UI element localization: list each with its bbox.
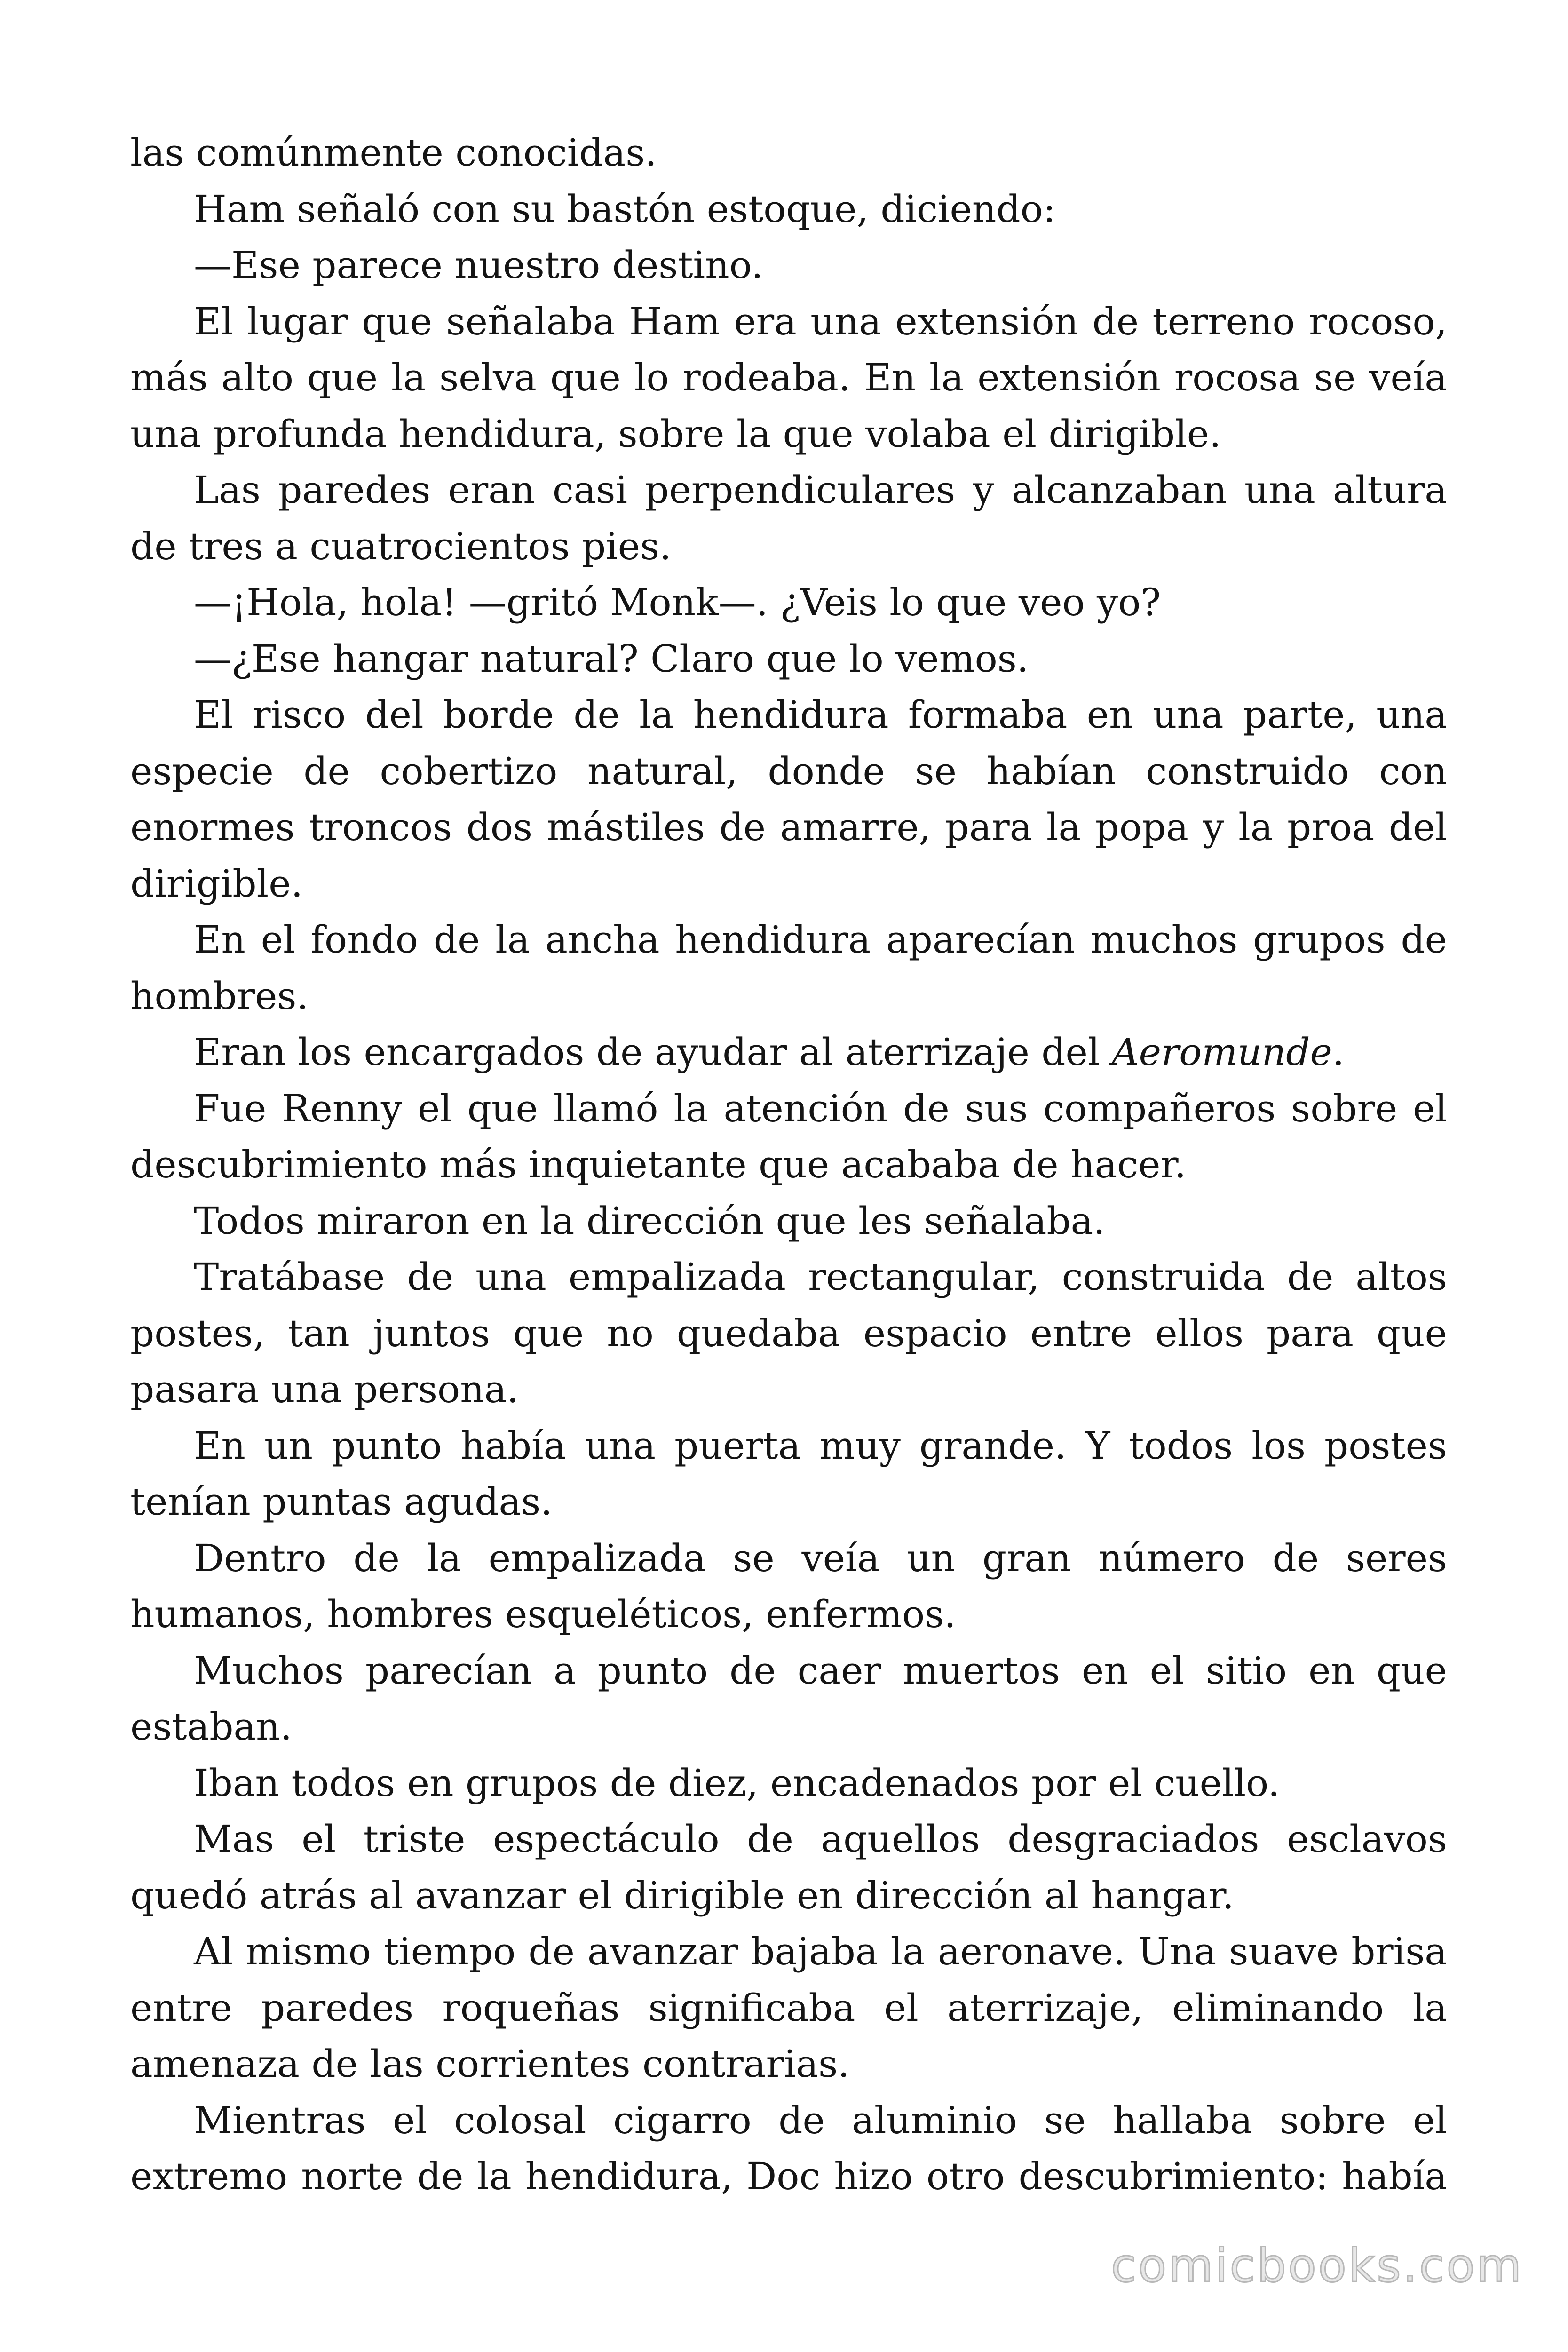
paragraph: las comúnmente conocidas. <box>130 131 657 175</box>
paragraph: El lugar que señalaba Ham era una extensión de terreno rocoso, más alto que la selva que lo rodeaba. En la extensión rocosa se veía una profunda hendidura, sobre la que volaba el dirigible. <box>130 299 1447 456</box>
paragraph: Tratábase de una empalizada rectangular, construida de altos postes, tan juntos que no quedaba espacio entre ellos para que pasara una persona. <box>130 1255 1447 1411</box>
paragraph: Las paredes eran casi perpendiculares y alcanzaban una altura de tres a cuatrocientos pies. <box>130 468 1447 568</box>
paragraph: Muchos parecían a punto de caer muertos en el sitio en que estaban. <box>130 1648 1447 1748</box>
paragraph: Iban todos en grupos de diez, encadenados por el cuello. <box>194 1761 1280 1805</box>
paragraph: —¿Ese hangar natural? Claro que lo vemos. <box>194 636 1029 681</box>
paragraph: Al mismo tiempo de avanzar bajaba la aeronave. Una suave brisa entre paredes roqueñas significaba el aterrizaje, eliminando la amenaza de las corrientes contrarias. <box>130 1930 1447 2086</box>
paragraph-text: Eran los encargados de ayudar al aterrizaje del <box>194 1030 1112 1074</box>
paragraph: Ham señaló con su bastón estoque, diciendo: <box>194 187 1056 231</box>
paragraph: —Ese parece nuestro destino. <box>194 243 763 287</box>
paragraph-text: . <box>1332 1030 1345 1074</box>
paragraph: Todos miraron en la dirección que les señalaba. <box>194 1199 1105 1243</box>
paragraph: Mas el triste espectáculo de aquellos desgraciados esclavos quedó atrás al avanzar el dirigible en dirección al hangar. <box>130 1817 1447 1917</box>
paragraph: En el fondo de la ancha hendidura aparecían muchos grupos de hombres. <box>130 918 1447 1018</box>
paragraph: —¡Hola, hola! —gritó Monk—. ¿Veis lo que veo yo? <box>194 580 1161 624</box>
paragraph: Mientras el colosal cigarro de aluminio se hallaba sobre el extremo norte de la hendidura, Doc hizo otro descubrimiento: había <box>130 2098 1447 2198</box>
paragraph: Dentro de la empalizada se veía un gran número de seres humanos, hombres esqueléticos, enfermos. <box>130 1536 1447 1636</box>
watermark: comicbooks.com <box>1111 2239 1523 2293</box>
paragraph: Fue Renny el que llamó la atención de sus compañeros sobre el descubrimiento más inquietante que acababa de hacer. <box>130 1086 1447 1186</box>
paragraph <box>130 1024 1447 1081</box>
ship-name-italic: Aeromunde <box>1111 1030 1332 1074</box>
paragraph: En un punto había una puerta muy grande. Y todos los postes tenían puntas agudas. <box>130 1423 1447 1524</box>
page-text <box>130 125 1447 2205</box>
paragraph: El risco del borde de la hendidura formaba en una parte, una especie de cobertizo natural, donde se habían construido con enormes troncos dos mástiles de amarre, para la popa y la proa del dirigible. <box>130 693 1447 906</box>
